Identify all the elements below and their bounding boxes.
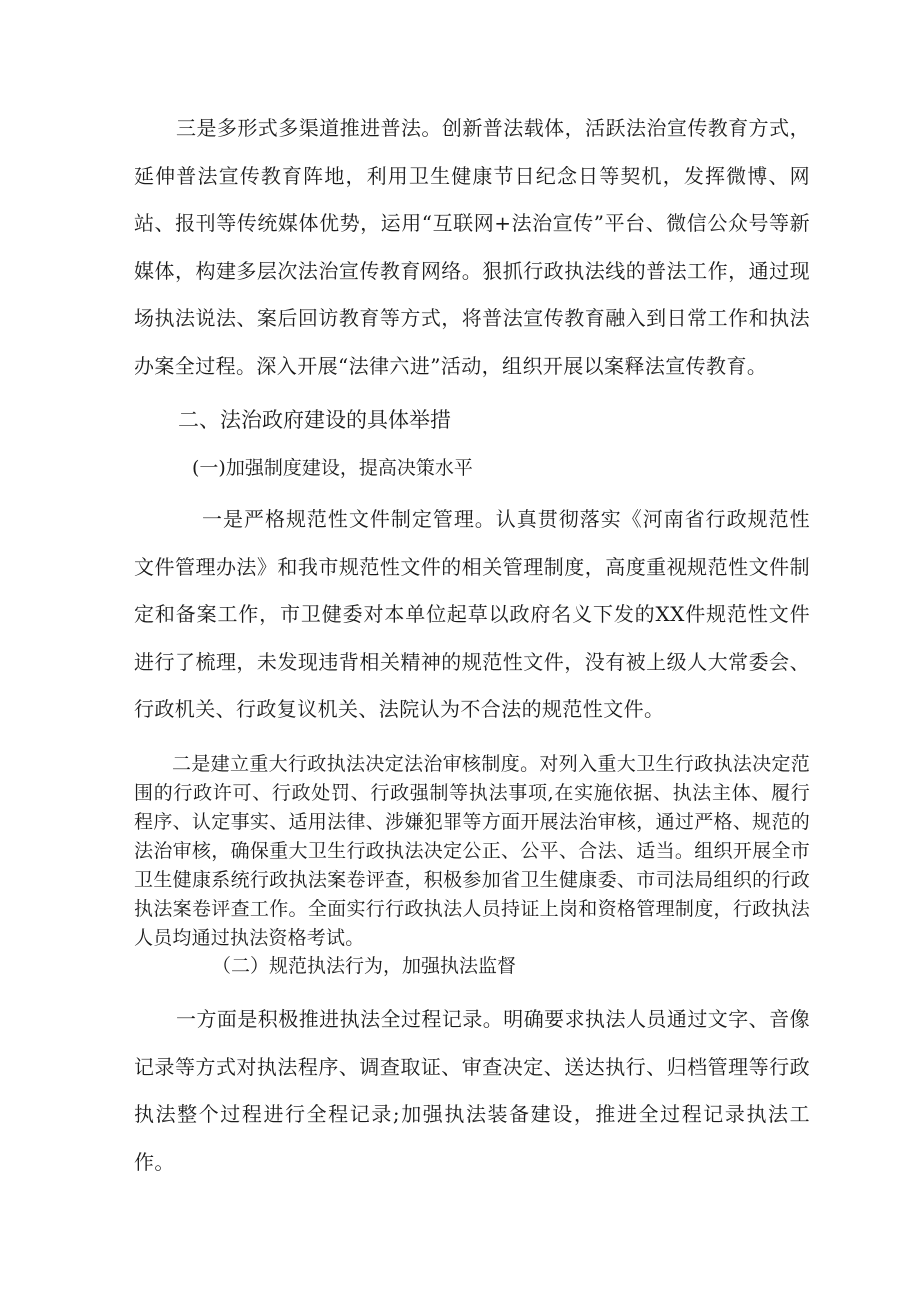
- subsection-heading-system-building: (一)加强制度建设，提高决策水平: [192, 457, 473, 479]
- paragraph-normative-documents: 一是严格规范性文件制定管理。认真贯彻落实《河南省行政规范性文件管理办法》和我市规范性文件的相关管理制度，高度重视规范性文件制定和备案工作，市卫健委对本单位起草以政府名义下发的XX件规范性文件进行了梳理，未发现违背相关精神的规范性文件，没有被上级人大常委会、行政机关、行政复议机关、法院认为不合法的规范性文件。: [134, 507, 810, 721]
- paragraph-popularize-law: 三是多形式多渠道推进普法。创新普法载体，活跃法治宣传教育方式，延伸普法宣传教育阵地，利用卫生健康节日纪念日等契机，发挥微博、网站、报刊等传统媒体优势，运用“互联网+法治宣传”平台、微信公众号等新媒体，构建多层次法治宣传教育网络。狠抓行政执法线的普法工作，通过现场执法说法、案后回访教育等方式，将普法宣传教育融入到日常工作和执法办案全过程。深入开展“法律六进”活动，组织开展以案释法宣传教育。: [134, 116, 810, 378]
- paragraph-full-process-record: 一方面是积极推进执法全过程记录。明确要求执法人员通过文字、音像记录等方式对执法程序、调查取证、审查决定、送达执行、归档管理等行政执法整个过程进行全程记录;加强执法装备建设，推进全过程记录执法工作。: [134, 1007, 810, 1174]
- section-heading-measures: 二、法治政府建设的具体举措: [178, 408, 451, 432]
- subsection-heading-enforcement: （二）规范执法行为，加强执法监督: [212, 955, 517, 977]
- paragraph-legal-review: 二是建立重大行政执法决定法治审核制度。对列入重大卫生行政执法决定范围的行政许可、行政处罚、行政强制等执法事项,在实施依据、执法主体、履行程序、认定事实、适用法律、涉嫌犯罪等方面开展法治审核，通过严格、规范的法治审核，确保重大卫生行政执法决定公正、公平、合法、适当。组织开展全市卫生健康系统行政执法案卷评查，积极参加省卫生健康委、市司法局组织的行政执法案卷评查工作。全面实行行政执法人员持证上岗和资格管理制度，行政执法人员均通过执法资格考试。: [134, 753, 810, 949]
